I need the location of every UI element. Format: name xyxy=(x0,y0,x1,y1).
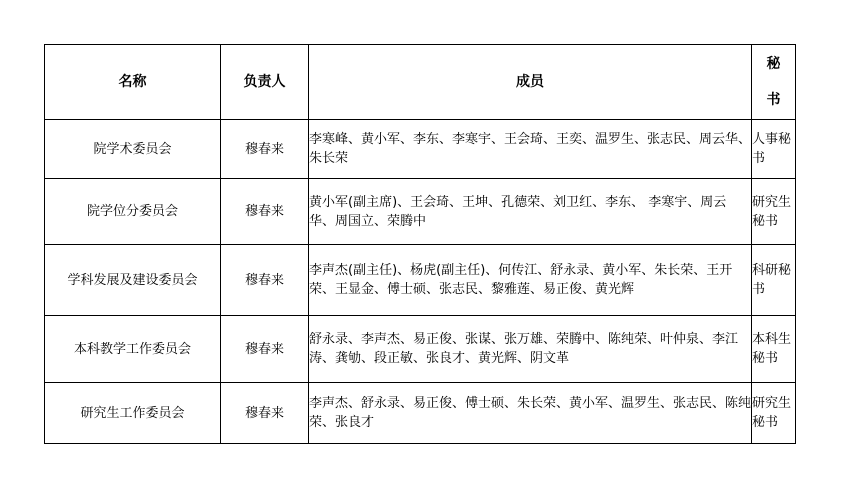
committee-lead: 穆春来 xyxy=(221,120,309,179)
committee-name: 院学术委员会 xyxy=(45,120,221,179)
committee-name: 院学位分委员会 xyxy=(45,179,221,245)
committee-secretary: 人事秘书 xyxy=(752,120,796,179)
committee-name: 研究生工作委员会 xyxy=(45,383,221,444)
committee-members: 舒永录、李声杰、易正俊、张谋、张万雄、荣腾中、陈纯荣、叶仲泉、李江涛、龚劬、段正敏、张良才、黄光辉、阴文革 xyxy=(309,316,752,383)
table-header-row xyxy=(45,45,796,120)
committee-name: 本科教学工作委员会 xyxy=(45,316,221,383)
committee-secretary: 研究生秘书 xyxy=(752,383,796,444)
committee-secretary: 研究生秘书 xyxy=(752,179,796,245)
header-secretary-line2: 书 xyxy=(766,92,781,108)
committee-lead: 穆春来 xyxy=(221,179,309,245)
table-row xyxy=(45,316,796,383)
committee-members: 黄小军(副主席)、王会琦、王坤、孔德荣、刘卫红、李东、 李寒宇、周云华、周国立、荣腾中 xyxy=(309,179,752,245)
table-row xyxy=(45,179,796,245)
header-lead: 负责人 xyxy=(221,45,309,120)
committee-members: 李寒峰、黄小军、李东、李寒宇、王会琦、王奕、温罗生、张志民、周云华、朱长荣 xyxy=(309,120,752,179)
committee-members: 李声杰、舒永录、易正俊、傅士硕、朱长荣、黄小军、温罗生、张志民、陈纯荣、张良才 xyxy=(309,383,752,444)
committee-lead: 穆春来 xyxy=(221,383,309,444)
committee-table xyxy=(44,44,796,444)
header-name: 名称 xyxy=(45,45,221,120)
header-secretary-line1: 秘 xyxy=(766,56,781,72)
committee-members: 李声杰(副主任)、杨虎(副主任)、何传江、舒永录、黄小军、朱长荣、王开荣、王显金、傅士硕、张志民、黎雅莲、易正俊、黄光辉 xyxy=(309,245,752,316)
header-secretary xyxy=(752,45,796,120)
committee-lead: 穆春来 xyxy=(221,316,309,383)
committee-name: 学科发展及建设委员会 xyxy=(45,245,221,316)
header-secretary-gap xyxy=(752,73,795,91)
table-row xyxy=(45,383,796,444)
table-row xyxy=(45,245,796,316)
committee-secretary: 本科生秘书 xyxy=(752,316,796,383)
header-members: 成员 xyxy=(309,45,752,120)
table-row xyxy=(45,120,796,179)
committee-lead: 穆春来 xyxy=(221,245,309,316)
committee-secretary: 科研秘书 xyxy=(752,245,796,316)
